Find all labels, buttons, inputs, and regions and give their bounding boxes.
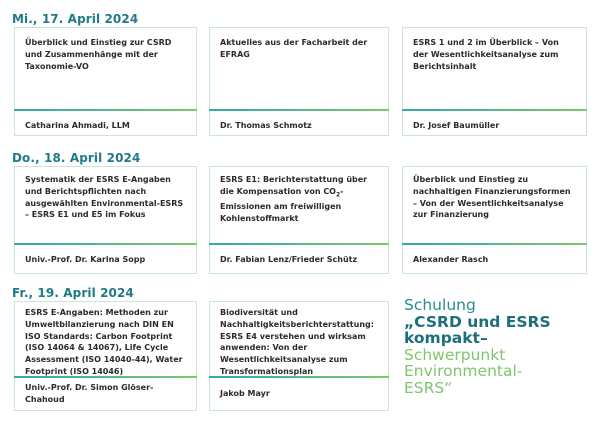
card-divider [14,243,197,245]
session-speaker: Dr. Josef Baumüller [413,121,500,130]
course-title-line: „CSRD und ESRS [404,312,551,331]
course-label: Schulung [404,296,476,314]
session-speaker: Dr. Fabian Lenz/Frieder Schütz [220,255,358,264]
course-title-block [404,297,594,396]
card-divider [209,243,389,245]
card-divider [402,243,587,245]
session-title-part: ESRS E1: Berichterstattung über die Kompensation von CO [220,175,368,196]
day-heading-2: Do., 18. April 2024 [12,151,141,165]
day-heading-3: Fr., 19. April 2024 [12,286,134,300]
day-heading-1: Mi., 17. April 2024 [12,12,139,26]
session-card [209,27,389,136]
session-speaker: Dr. Thomas Schmotz [220,121,312,130]
session-card [14,166,197,274]
session-title: Aktuelles aus der Facharbeit der EFRAG [220,38,368,59]
session-card [402,166,587,274]
session-title: Überblick und Einstieg zu nachhaltigen Finanzierungsformen – Von der Wesentlichkeitsanalyse zur Finanzierung [413,175,571,220]
session-title [220,174,378,225]
session-title: ESRS 1 und 2 im Überblick – Von der Wesentlichkeitsanalyse zum Berichtsinhalt [413,38,559,71]
card-divider [14,109,197,111]
session-card [402,27,587,136]
session-speaker: Univ.-Prof. Dr. Karina Sopp [25,255,146,264]
course-subtitle-line: Schwerpunkt [404,345,506,364]
session-title: Überblick und Einstieg zur CSRD und Zusammenhänge mit der Taxonomie-VO [25,38,172,71]
session-card [14,301,197,411]
course-subtitle-line: ESRS“ [404,378,453,397]
session-title: Biodiversität und Nachhaltigkeitsberichterstattung: ESRS E4 verstehen und wirksam anwenden: Von der Wesentlichkeitsanalyse zum Transformationsplan [220,308,374,376]
card-divider [209,109,389,111]
session-speaker: Univ.-Prof. Dr. Simon Glöser-Chahoud [25,383,154,404]
session-card [14,27,197,136]
session-title: ESRS E-Angaben: Methoden zur Umweltbilanzierung nach DIN EN ISO Standards: Carbon Footprint (ISO 14064 & 14067), Life Cycle Assessment (ISO 14040-44), Water Footprint (ISO 14046) [25,308,183,376]
card-divider [209,376,389,378]
session-speaker: Jakob Mayr [220,389,270,398]
course-title-line: kompakt– [404,329,488,347]
session-title: Systematik der ESRS E-Angaben und Berichtspflichten nach ausgewählten Environmental-ESRS – ESRS E1 und E5 im Fokus [25,175,184,220]
subscript-two: 2 [335,191,341,199]
course-subtitle-line: Environmental- [404,362,523,380]
session-speaker: Catharina Ahmadi, LLM [25,121,130,130]
session-speaker: Alexander Rasch [413,255,489,264]
card-divider [14,376,197,378]
session-title-part: -Emissionen am freiwilligen Kohlenstoffmarkt [220,186,344,223]
card-divider [402,109,587,111]
session-card [209,301,389,411]
session-card [209,166,389,274]
